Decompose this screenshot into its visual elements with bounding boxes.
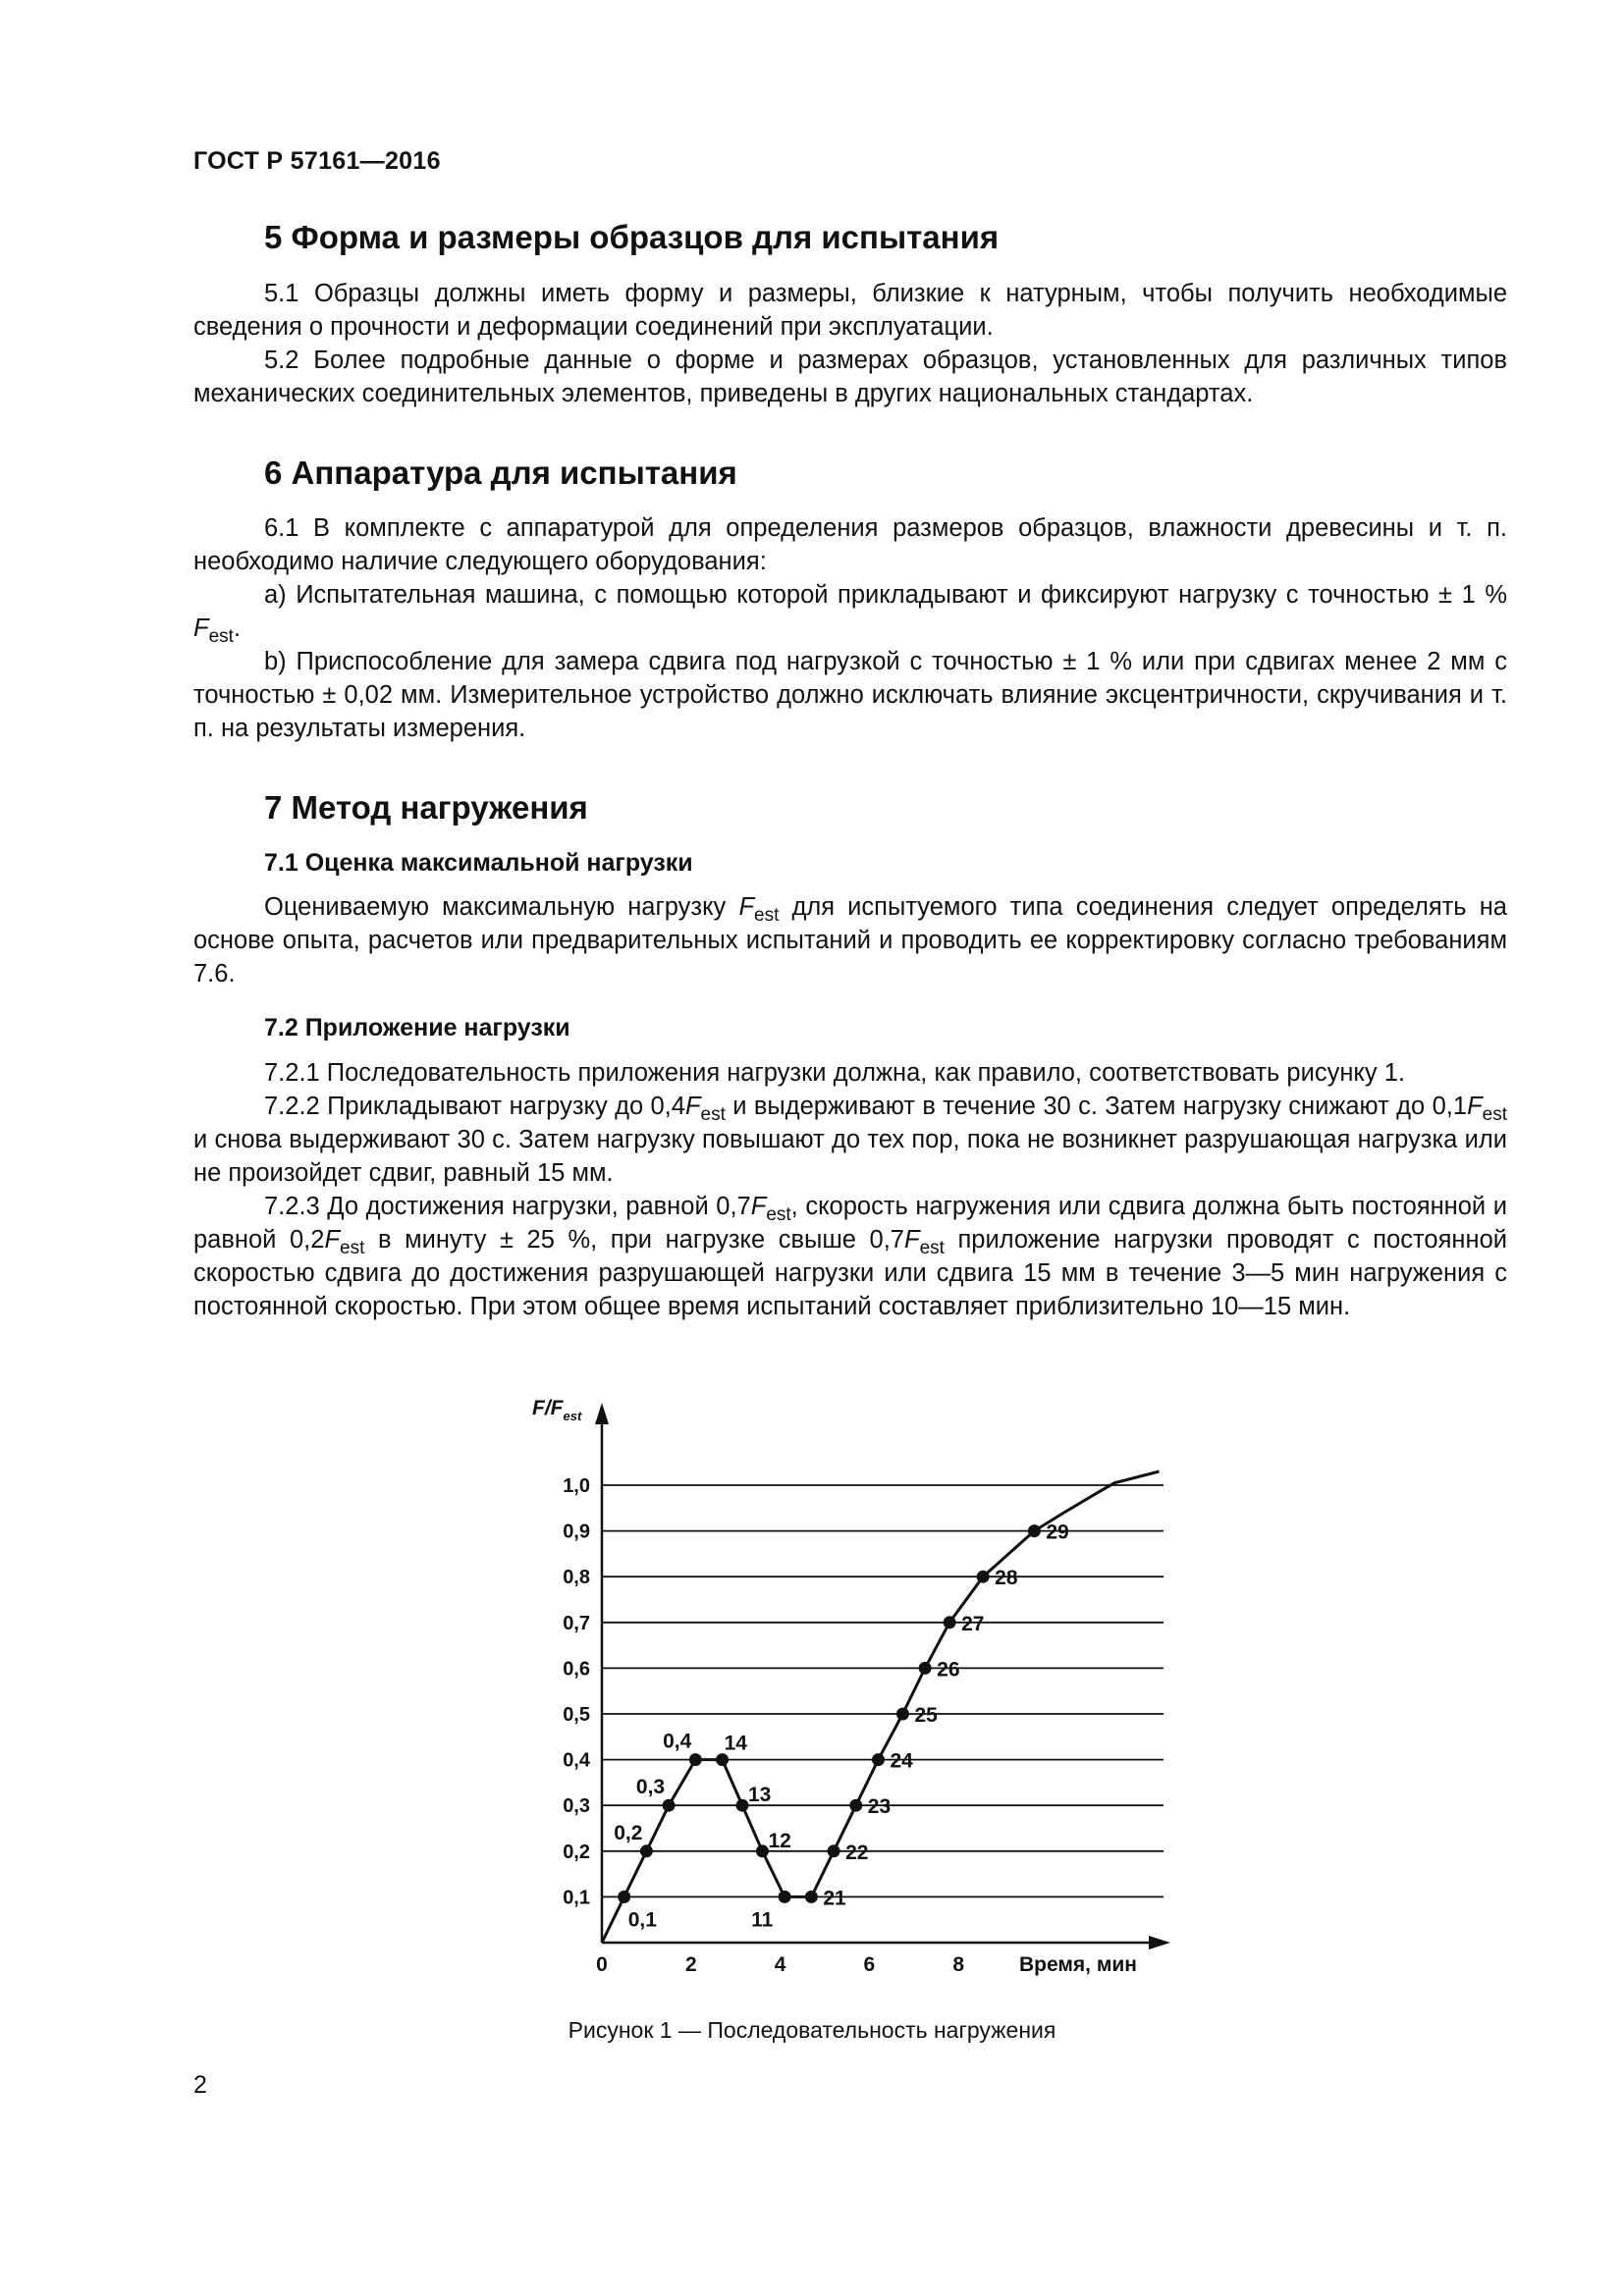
chart-gridlines: [602, 1485, 1164, 1896]
subsection-7-2-title: 7.2 Приложение нагрузки: [264, 1014, 570, 1042]
data-point: [828, 1844, 840, 1857]
data-point: [689, 1753, 702, 1766]
paragraph-5-1: 5.1 Образцы должны иметь форму и размеры, близкие к натурным, чтобы получить необходимые сведения о прочности и деформации соединений при эксплуатации.: [193, 279, 1507, 341]
point-label: 0,2: [614, 1821, 643, 1844]
paragraph-7-2-3: 7.2.3 До достижения нагрузки, равной $0,7F_{est}$, скорость нагружения или сдвига должна быть постоянной и равной $0,2F_{est}$ в минуту ± 25 %, при нагрузке свыше $0,7F_{est}$ приложение нагрузки проводят с постоянной скоростью сдвига до достижения разрушающей нагрузки или сдвига 15 мм в течение 3—5 мин нагружения с постоянной скоростью. При этом общее время испытаний составляет приблизительно 10—15 мин.: [193, 1192, 1508, 1320]
x-tick-label: 8: [952, 1953, 965, 1976]
paragraph-6-1: 6.1 В комплекте с аппаратурой для определения размеров образцов, влажности древесины и т. п. необходимо наличие следующего оборудования:: [193, 514, 1507, 576]
y-tick-label: 0,9: [563, 1521, 590, 1543]
loading-sequence-chart: [511, 1389, 1198, 1978]
x-tick-label: 2: [684, 1953, 697, 1976]
loading-sequence-figure: [511, 1389, 1198, 1978]
y-tick-label: 1,0: [563, 1475, 590, 1497]
y-tick-label: 0,4: [563, 1749, 590, 1772]
data-point: [849, 1799, 862, 1812]
data-point: [640, 1844, 653, 1857]
data-point: [779, 1891, 791, 1903]
data-point: [872, 1753, 885, 1766]
data-point: [896, 1708, 909, 1721]
y-tick-label: 0,7: [563, 1612, 590, 1634]
y-tick-label: 0,3: [563, 1795, 590, 1818]
paragraph-6-1-a: а) Испытательная машина, с помощью которой прикладывают и фиксируют нагрузку с точностью ± 1 % $F_{est}$.: [193, 581, 1507, 648]
point-label: 0,1: [627, 1908, 657, 1932]
data-point: [944, 1616, 956, 1629]
data-point: [1028, 1524, 1041, 1537]
page-number: 2: [193, 2071, 207, 2099]
point-label: 22: [845, 1841, 869, 1864]
x-tick-label: 0: [596, 1953, 608, 1976]
point-label: 0,3: [635, 1776, 666, 1799]
subsection-7-1-title: 7.1 Оценка максимальной нагрузки: [264, 848, 693, 877]
paragraph-7-1: Оцениваемую максимальную нагрузку $F_{est}$ для испытуемого типа соединения следует определять на основе опыта, расчетов или предварительных испытаний и проводить ее корректировку согласно требованиям 7.6.: [193, 893, 1507, 988]
point-label: 28: [995, 1567, 1018, 1590]
point-label: 21: [823, 1887, 846, 1910]
document-header: ГОСТ Р 57161—2016: [193, 147, 441, 175]
section-7-title: 7 Метод нагружения: [264, 789, 588, 827]
point-label: 24: [890, 1749, 913, 1773]
data-point: [716, 1753, 729, 1766]
point-label: 25: [914, 1704, 938, 1727]
point-label: 26: [937, 1658, 960, 1682]
y-tick-label: 0,5: [563, 1704, 590, 1726]
x-tick-label: 4: [774, 1953, 786, 1976]
x-axis-arrow: [1149, 1936, 1170, 1949]
paragraph-5-2: 5.2 Более подробные данные о форме и размерах образцов, установленных для различных типов механических соединительных элементов, приведены в других национальных стандартах.: [193, 346, 1507, 407]
y-tick-labels: [563, 1475, 591, 1908]
point-label: 14: [724, 1732, 747, 1755]
data-point: [663, 1799, 676, 1812]
data-point: [618, 1891, 630, 1903]
data-point: [805, 1891, 818, 1903]
y-tick-label: 0,1: [563, 1887, 590, 1909]
figure-caption: Рисунок 1 — Последовательность нагружения: [568, 2017, 1056, 2043]
data-point: [919, 1662, 932, 1675]
section-6-title: 6 Аппаратура для испытания: [264, 454, 737, 491]
document-body: [193, 218, 1507, 1323]
y-axis-arrow: [595, 1403, 609, 1424]
point-label: 0,4: [663, 1730, 692, 1753]
point-labels: [614, 1522, 1069, 1932]
y-axis-label: $F/F_{est}$: [532, 1397, 582, 1423]
data-point: [977, 1571, 990, 1583]
paragraph-7-2-1: 7.2.1 Последовательность приложения нагрузки должна, как правило, соответствовать рисунку 1.: [264, 1058, 1405, 1087]
y-tick-label: 0,2: [563, 1841, 590, 1863]
point-label: 29: [1046, 1521, 1069, 1544]
point-label: 11: [751, 1908, 774, 1932]
point-label: 13: [748, 1784, 772, 1807]
x-tick-labels: [596, 1953, 964, 1976]
y-tick-label: 0,8: [563, 1567, 590, 1589]
x-tick-label: 6: [863, 1953, 876, 1976]
data-point: [756, 1844, 769, 1857]
paragraph-7-2-2: 7.2.2 Прикладывают нагрузку до $0,4F_{est}$ и выдерживают в течение 30 с. Затем нагрузку снижают до $0,1F_{est}$ и снова выдерживают 30 с. Затем нагрузку повышают до тех пор, пока не возникнет разрушающая нагрузка или не произойдет сдвиг, равный 15 мм.: [193, 1092, 1507, 1187]
point-label: 12: [768, 1829, 791, 1852]
section-5-title: 5 Форма и размеры образцов для испытания: [264, 219, 1000, 255]
data-point: [736, 1799, 749, 1812]
loading-curve: [602, 1471, 1160, 1943]
point-label: 27: [961, 1612, 985, 1635]
y-tick-label: 0,6: [563, 1658, 590, 1681]
x-axis-label: Время, мин: [1019, 1953, 1137, 1976]
paragraph-6-1-b: b) Приспособление для замера сдвига под нагрузкой с точностью ± 1 % или при сдвигах менее 2 мм с точностью ± 0,02 мм. Измерительное устройство должно исключать влияние эксцентричности, скручивания и т. п. на результаты измерения.: [193, 648, 1507, 743]
point-label: 23: [867, 1795, 892, 1819]
